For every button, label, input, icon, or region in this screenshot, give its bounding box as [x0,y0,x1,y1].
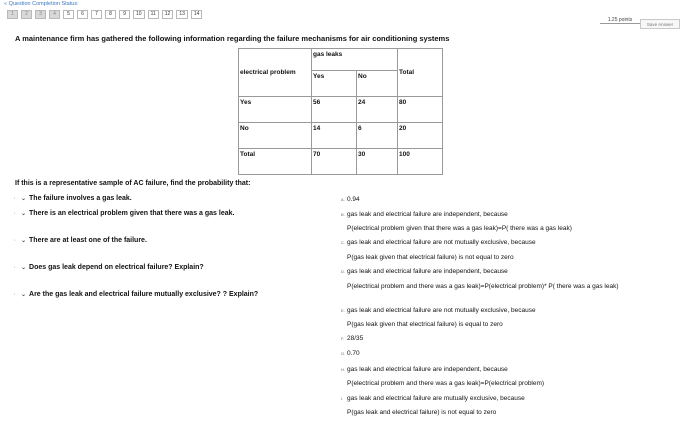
drag-handle-icon[interactable]: · [14,238,16,244]
answer-letter: I. [341,396,344,401]
question-nav-12[interactable]: 12 [162,10,174,19]
answer-letter: D. [341,269,345,274]
question-nav-8[interactable]: 8 [105,10,116,19]
save-answer-button[interactable]: Save Answer [640,19,680,29]
answer-select-dropdown[interactable]: ⌄ [21,292,27,298]
question-nav-5[interactable]: 5 [63,10,74,19]
question-text: The failure involves a gas leak. [29,195,132,202]
table-row [239,123,443,149]
drag-handle-icon[interactable]: · [14,292,16,298]
drag-handle-icon[interactable]: · [14,211,16,217]
question-nav-3[interactable]: 3 [35,10,46,19]
table-cell: 6 [357,123,398,149]
table-cell-label: Yes [239,97,312,123]
drag-handle-icon[interactable]: · [14,196,16,202]
answer-text-continued: P(gas leak given that electrical failure) is not equal to zero [347,254,514,261]
question-text: There are at least one of the failure. [29,237,147,244]
answer-choice-c [341,239,661,247]
table-col-yes-header: Yes [312,71,357,97]
question-nav-14[interactable]: 14 [191,10,203,19]
answer-text-continued: P(electrical problem and there was a gas leak)=P(electrical problem) [347,380,545,387]
table-cell: 20 [398,123,443,149]
answer-choice-f [341,335,661,343]
table-col-total-header: Total [398,49,443,97]
answer-select-dropdown[interactable]: ⌄ [21,211,27,217]
answer-text: 0.94 [347,196,360,203]
answer-letter: F. [341,336,345,341]
answer-letter: H. [341,367,345,372]
answer-choice-g [341,350,661,358]
table-cell: 56 [312,97,357,123]
question-nav-2[interactable]: 2 [21,10,32,19]
question-nav-4[interactable]: 4 [49,10,60,19]
table-cell: 100 [398,149,443,175]
matching-question-4 [14,264,204,271]
answer-select-dropdown[interactable]: ⌄ [21,238,27,244]
table-cell-label: Total [239,149,312,175]
answer-choice-i [341,395,661,403]
answer-text: gas leak and electrical failure are independent, because [347,366,508,373]
question-title: A maintenance firm has gathered the following information regarding the failure mechanisms for air conditioning systems [15,34,450,43]
answer-text-continued: P(electrical problem and there was a gas leak)=P(electrical problem)* P( there was a gas leak) [347,283,619,290]
matching-question-2 [14,210,234,217]
answer-text: gas leak and electrical failure are independent, because [347,268,508,275]
contingency-table [238,48,443,175]
table-col-no-header: No [357,71,398,97]
answer-text: gas leak and electrical failure are mutually exclusive, because [347,395,525,402]
question-navigator [7,10,202,19]
table-row [239,97,443,123]
answer-letter: B. [341,212,345,217]
answer-text-continued: P(electrical problem given that there was a gas leak)=P( there was a gas leak) [347,225,572,232]
question-completion-status[interactable]: « Question Completion Status: [4,1,79,7]
answer-letter: A. [341,197,345,202]
question-text: There is an electrical problem given that there was a gas leak. [29,210,235,217]
matching-question-3 [14,237,147,244]
matching-question-1 [14,195,132,202]
answer-text: 0.70 [347,350,360,357]
table-cell-label: No [239,123,312,149]
table-cell: 70 [312,149,357,175]
question-nav-6[interactable]: 6 [77,10,88,19]
table-cell: 14 [312,123,357,149]
question-intro: If this is a representative sample of AC failure, find the probability that: [15,180,251,187]
answer-text: 28/35 [347,335,364,342]
table-col-group-header: gas leaks [312,49,398,71]
answer-text-continued: P(gas leak and electrical failure) is not equal to zero [347,409,497,416]
points-label: 1.25 points [600,17,640,24]
answer-letter: E. [341,308,345,313]
answer-text: gas leak and electrical failure are independent, because [347,211,508,218]
table-row [239,149,443,175]
answer-choice-b [341,211,661,219]
question-nav-9[interactable]: 9 [119,10,130,19]
answer-choice-a [341,196,661,204]
answer-text: gas leak and electrical failure are not mutually exclusive, because [347,239,536,246]
table-cell: 80 [398,97,443,123]
answer-text: gas leak and electrical failure are not mutually exclusive, because [347,307,536,314]
question-nav-10[interactable]: 10 [133,10,145,19]
question-nav-1[interactable]: 1 [7,10,18,19]
drag-handle-icon[interactable]: · [14,265,16,271]
answer-letter: C. [341,240,345,245]
answer-select-dropdown[interactable]: ⌄ [21,196,27,202]
answer-text-continued: P(gas leak given that electrical failure) is equal to zero [347,321,503,328]
question-text: Are the gas leak and electrical failure mutually exclusive? ? Explain? [29,291,259,298]
question-nav-7[interactable]: 7 [91,10,102,19]
answer-letter: G. [341,351,346,356]
table-row-header: electrical problem [239,49,312,97]
table-cell: 24 [357,97,398,123]
question-text: Does gas leak depend on electrical failure? Explain? [29,264,204,271]
table-cell: 30 [357,149,398,175]
answer-choice-h [341,366,661,374]
answer-choice-d [341,268,661,276]
matching-question-5 [14,291,258,298]
question-nav-13[interactable]: 13 [176,10,188,19]
question-nav-11[interactable]: 11 [148,10,159,19]
answer-select-dropdown[interactable]: ⌄ [21,265,27,271]
answer-choice-e [341,307,661,315]
